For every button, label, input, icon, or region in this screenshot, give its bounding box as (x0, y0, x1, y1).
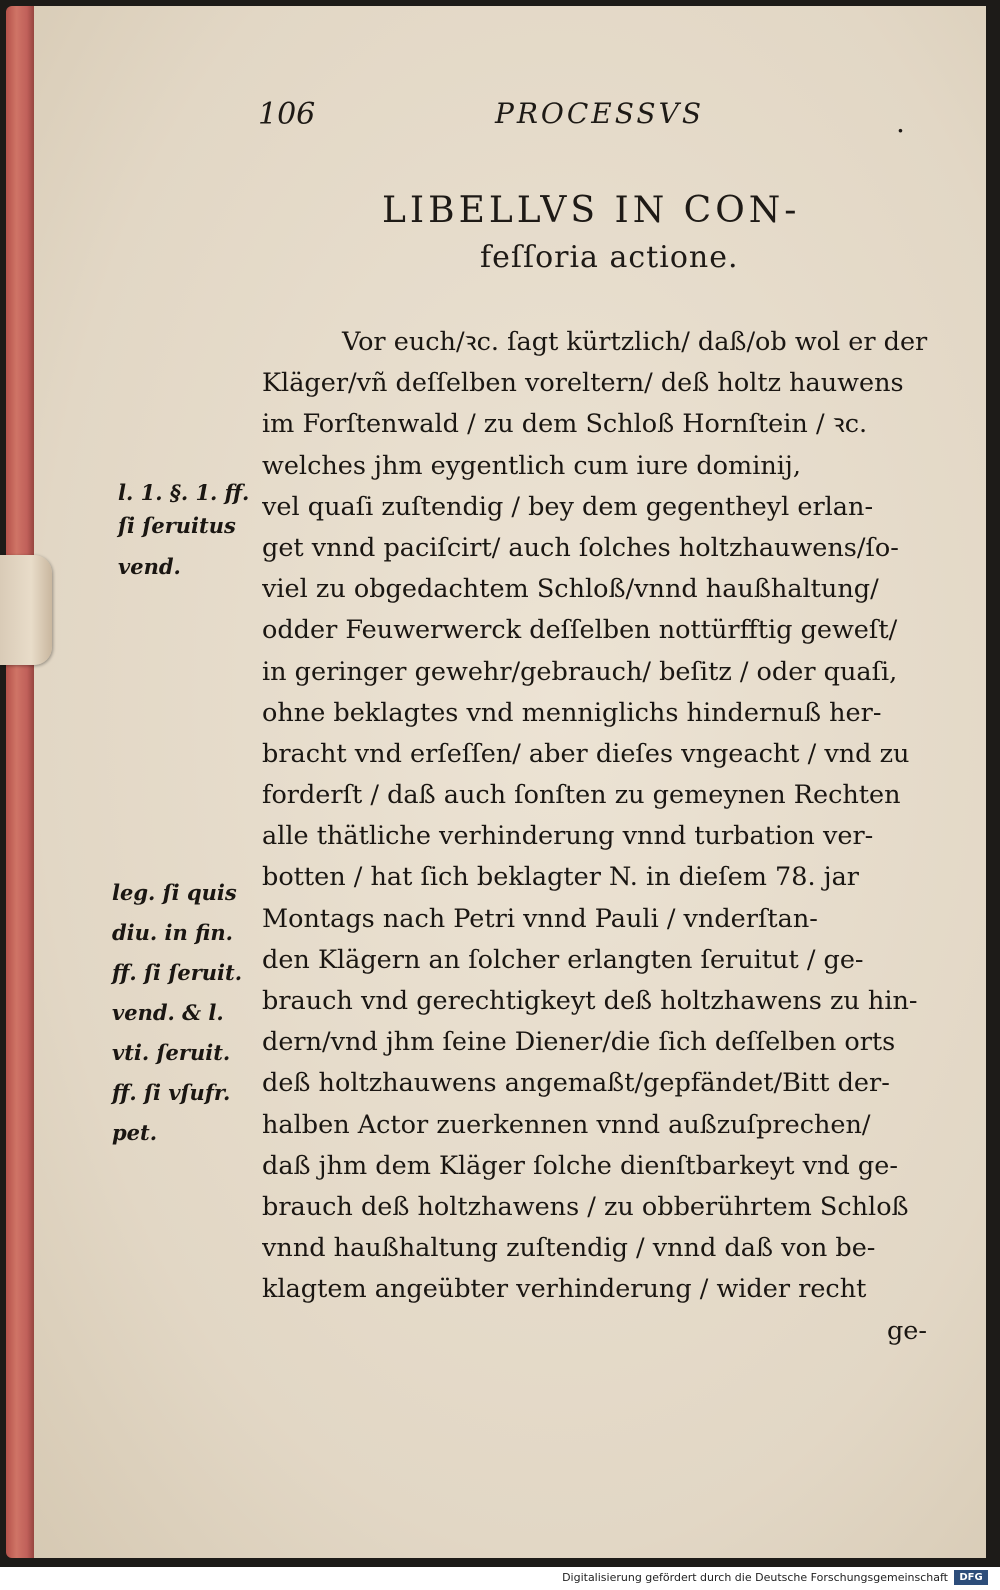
page-number: 106 (258, 97, 316, 132)
margin-note: ſi ſeruitus (118, 513, 236, 538)
body-text (262, 322, 947, 1352)
text-line: deß holtzhauwens angemaßt/gepfändet/Bitt der- (262, 1068, 890, 1099)
catchword: ge- (886, 1315, 927, 1346)
text-line: get vnnd paciſcirt/ auch ſolches holtzhauwens/ſo- (262, 532, 899, 563)
footer-bar (0, 1567, 1000, 1590)
margin-note: vend. (118, 554, 181, 579)
margin-note: vti. ſeruit. (112, 1040, 231, 1065)
text-line: welches jhm eygentlich cum iure dominij, (262, 450, 801, 481)
text-line: vnnd haußhaltung zuſtendig / vnnd daß von be- (262, 1233, 876, 1264)
text-line: in geringer gewehr/gebrauch/ beſitz / oder quaſi, (262, 656, 898, 687)
text-line: ohne beklagtes vnd menniglichs hindernuß her- (262, 697, 882, 728)
running-title: PROCESSVS (495, 97, 705, 130)
text-line: daß jhm dem Kläger ſolche dienſtbarkeyt vnd ge- (262, 1150, 898, 1181)
section-heading-line2: feſſoria actione. (480, 240, 739, 275)
margin-note: vend. & l. (112, 1000, 224, 1025)
text-line: odder Feuwerwerck deſſelben nottürfftig geweſt/ (262, 615, 898, 646)
text-line: klagtem angeübter verhinderung / wider recht (262, 1274, 867, 1305)
text-line: dern/vnd jhm ſeine Diener/die ſich deſſelben orts (262, 1027, 896, 1058)
text-line: botten / hat ſich beklagter N. in dieſem 78. jar (262, 862, 859, 893)
text-line: viel zu obgedachtem Schloß/vnnd haußhaltung/ (262, 574, 879, 605)
margin-note: l. 1. §. 1. ff. (118, 480, 250, 505)
text-line: brauch vnd gerechtigkeyt deß holtzhawens zu hin- (262, 986, 918, 1016)
text-line: vel quaſi zuſtendig / bey dem gegentheyl erlan- (262, 491, 874, 522)
header-mark: . (896, 106, 905, 139)
margin-note: ff. ſi vſufr. (112, 1080, 231, 1105)
text-line: Kläger/vñ deſſelben voreltern/ deß holtz hauwens (262, 368, 904, 399)
text-line: den Klägern an ſolcher erlangten ſeruitut / ge- (262, 944, 864, 975)
section-heading-line1: LIBELLVS IN CON- (382, 190, 801, 231)
margin-note: diu. in fin. (112, 920, 233, 945)
text-line: halben Actor zuerkennen vnnd außzuſprechen/ (262, 1109, 871, 1140)
text-line: alle thätliche verhinderung vnnd turbation ver- (262, 821, 874, 852)
margin-note: pet. (112, 1120, 158, 1145)
text-line: Vor euch/ꝛc. ſagt kürtzlich/ daß/ob wol er der (342, 327, 928, 357)
text-line: Montags nach Petri vnnd Pauli / vnderſtan- (262, 903, 818, 934)
page-clasp (0, 555, 52, 665)
footer-credit: Digitalisierung gefördert durch die Deutsche Forschungsgemeinschaft (562, 1571, 948, 1584)
text-line: brauch deß holtzhawens / zu obberührtem Schloß (262, 1191, 909, 1222)
text-line: im Forſtenwald / zu dem Schloß Hornſtein / ꝛc. (262, 409, 868, 440)
margin-note: ff. ſi ſeruit. (112, 960, 243, 985)
margin-note: leg. ſi quis (112, 880, 237, 905)
text-line: bracht vnd erſeſſen/ aber dieſes vngeacht / vnd zu (262, 738, 910, 769)
dfg-logo: DFG (954, 1570, 988, 1585)
book-edge (6, 6, 36, 1558)
text-line: forderſt / daß auch ſonſten zu gemeynen Rechten (262, 780, 901, 811)
